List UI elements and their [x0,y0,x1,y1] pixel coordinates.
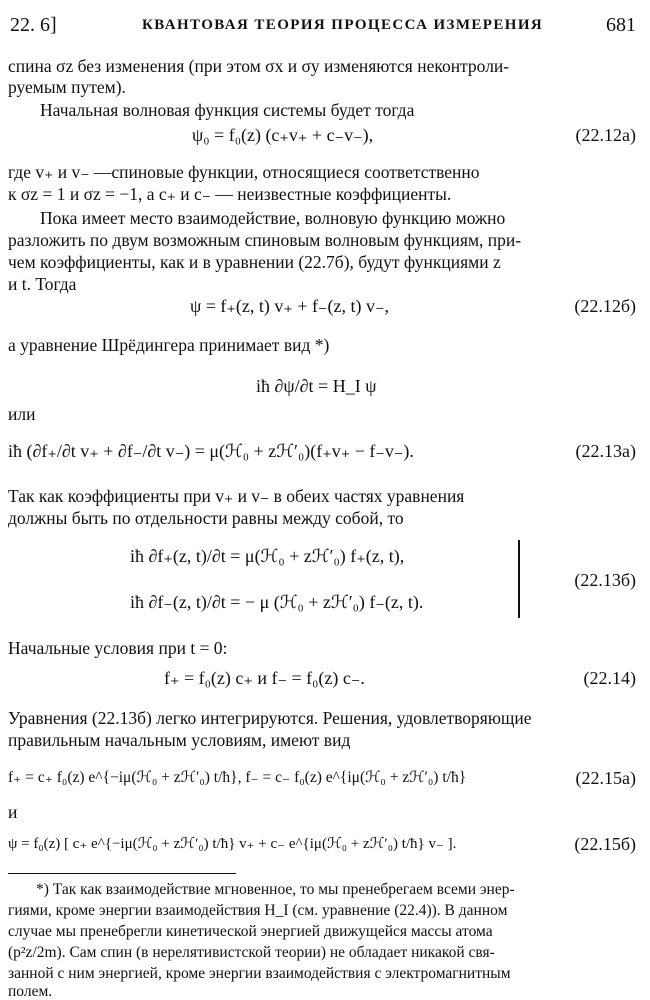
text-line: к σz = 1 и σz = −1, а c₊ и c₋ — неизвестные коэффициенты. [8,184,452,204]
text-line: чем коэффициенты, как и в уравнении (22.7б), будут функциями z [8,252,501,272]
footnote-line: *) Так как взаимодействие мгновенное, то мы пренебрегаем всеми энер- [36,881,515,898]
text-line: Начальные условия при t = 0: [8,638,228,658]
text-line: спина σz без изменения (при этом σx и σy изменяются неконтроли- [8,56,510,76]
text-line: и [8,802,18,822]
equation-22-13b-line2: iħ ∂f₋(z, t)/∂t = − μ (ℋ₀ + zℋ′₀) f₋(z, t). [130,592,424,612]
text-line: Пока имеет место взаимодействие, волновую функцию можно [40,208,506,228]
text-line: разложить по двум возможным спиновым волновым функциям, при- [8,230,522,250]
footnote-rule [8,873,236,874]
equation-number: (22.15а) [575,768,636,788]
footnote-line: полем. [8,983,53,1000]
equation-22-15b: ψ = f₀(z) [ c₊ e^{−iμ(ℋ₀ + zℋ′₀) t/ħ} v₊ + c₋ e^{iμ(ℋ₀ + zℋ′₀) t/ħ} v₋ ]. [8,836,457,852]
equation-number: (22.13б) [574,570,636,590]
text-line: и t. Тогда [8,274,77,294]
section-label: 22. 6] [10,14,57,36]
equation-number: (22.14) [583,668,636,688]
footnote-line: (p²z/2m). Сам спин (в нерелятивистской теории) не обладает никакой свя- [8,944,495,961]
text-line: Начальная волновая функция системы будет тогда [40,100,415,120]
footnote-line: занной с ним энергией, кроме энергии взаимодействия с электромагнитным [8,965,511,982]
equation-22-13a: iħ (∂f₊/∂t v₊ + ∂f₋/∂t v₋) = μ(ℋ₀ + zℋ′₀)(f₊v₊ − f₋v₋). [8,441,414,461]
equation-number: (22.15б) [574,834,636,854]
equation-number: (22.13а) [575,441,636,461]
system-brace [504,540,520,618]
equation-22-15a: f₊ = c₊ f₀(z) e^{−iμ(ℋ₀ + zℋ′₀) t/ħ}, f₋ = c₋ f₀(z) e^{iμ(ℋ₀ + zℋ′₀) t/ħ} [8,769,467,786]
text-line: Уравнения (22.13б) легко интегрируются. Решения, удовлетворяющие [8,708,532,728]
equation-22-14: f₊ = f₀(z) c₊ и f₋ = f₀(z) c₋. [164,668,365,688]
text-line: Так как коэффициенты при v₊ и v₋ в обеих частях уравнения [8,486,465,506]
equation-22-13b-line1: iħ ∂f₊(z, t)/∂t = μ(ℋ₀ + zℋ′₀) f₊(z, t), [130,546,405,566]
schrodinger-equation: iħ ∂ψ/∂t = H_I ψ [256,376,377,396]
chapter-title: КВАНТОВАЯ ТЕОРИЯ ПРОЦЕССА ИЗМЕРЕНИЯ [142,17,544,33]
text-line: или [8,404,36,424]
text-line: правильным начальным условиям, имеют вид [8,730,351,750]
footnote-line: случае мы пренебрегли кинетической энергией движущейся массы атома [8,923,493,940]
text-line: где v₊ и v₋ —спиновые функции, относящиеся соответственно [8,162,480,182]
equation-number: (22.12а) [575,125,636,145]
page-number: 681 [606,14,636,36]
text-line: а уравнение Шрёдингера принимает вид *) [8,335,330,355]
equation-22-12a: ψ₀ = f₀(z) (c₊v₊ + c₋v₋), [192,125,374,145]
footnote-line: гиями, кроме энергии взаимодействия H_I (см. уравнение (22.4)). В данном [8,902,508,919]
text-line: должны быть по отдельности равны между собой, то [8,508,404,528]
equation-22-12b: ψ = f₊(z, t) v₊ + f₋(z, t) v₋, [190,296,390,316]
running-header [10,14,636,40]
text-line: руемым путем). [8,77,126,97]
equation-number: (22.12б) [574,296,636,316]
